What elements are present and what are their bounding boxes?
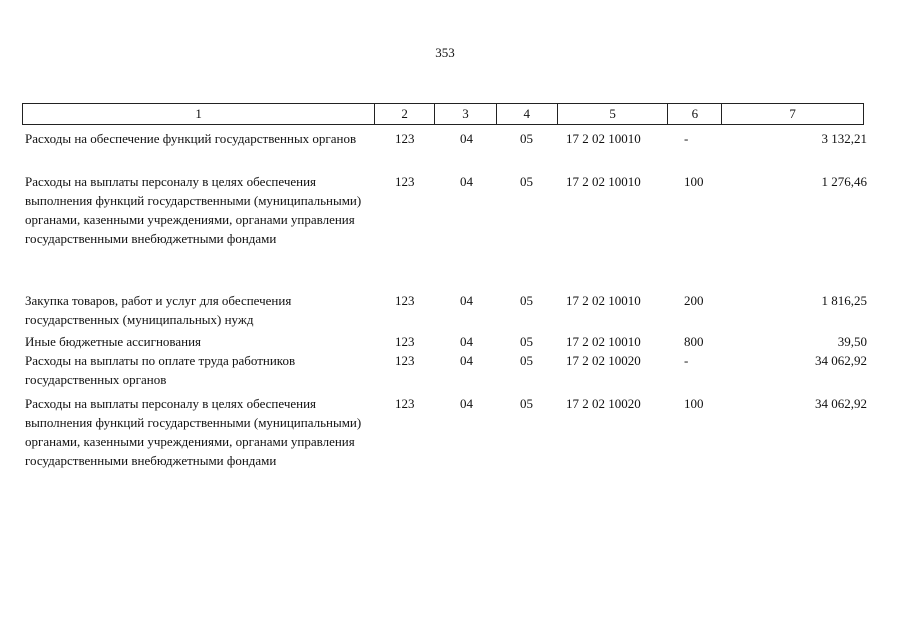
row-name: Расходы на выплаты персоналу в целях обеспечения выполнения функций государственными (муниципальными) органами, казенными учреждениями, органами управления государственными внебюджетными фондами xyxy=(25,396,362,468)
row-code-3: 04 xyxy=(460,174,473,189)
row-code-3: 04 xyxy=(460,334,473,349)
header-cell-2: 2 xyxy=(375,104,435,124)
row-code-4: 05 xyxy=(520,174,533,189)
row-amount: 1 816,25 xyxy=(821,293,867,308)
row-amount: 39,50 xyxy=(837,334,867,349)
row-name: Расходы на выплаты персоналу в целях обеспечения выполнения функций государственными (муниципальными) органами, казенными учреждениями, органами управления государственными внебюджетными фондами xyxy=(25,174,362,246)
row-code-3: 04 xyxy=(460,396,473,411)
row-code-2: 123 xyxy=(395,131,415,146)
row-amount: 3 132,21 xyxy=(821,131,867,146)
row-amount: 34 062,92 xyxy=(815,353,867,368)
row-code-2: 123 xyxy=(395,293,415,308)
row-code-5: 17 2 02 10010 xyxy=(566,174,641,189)
row-name: Расходы на обеспечение функций государственных органов xyxy=(25,131,357,146)
row-code-6: - xyxy=(684,131,689,146)
table-header-row xyxy=(22,103,864,125)
row-code-3: 04 xyxy=(460,353,473,368)
row-name: Закупка товаров, работ и услуг для обеспечения государственных (муниципальных) нужд xyxy=(25,293,292,327)
row-code-4: 05 xyxy=(520,353,533,368)
row-code-2: 123 xyxy=(395,334,415,349)
row-amount: 1 276,46 xyxy=(821,174,867,189)
row-code-5: 17 2 02 10010 xyxy=(566,131,641,146)
header-cell-1: 1 xyxy=(23,104,375,124)
row-code-2: 123 xyxy=(395,174,415,189)
row-code-3: 04 xyxy=(460,131,473,146)
row-code-6: 200 xyxy=(684,293,704,308)
row-code-5: 17 2 02 10020 xyxy=(566,353,641,368)
row-code-6: 100 xyxy=(684,396,704,411)
page-number: 353 xyxy=(435,45,455,60)
header-cell-6: 6 xyxy=(668,104,722,124)
row-amount: 34 062,92 xyxy=(815,396,867,411)
row-name: Расходы на выплаты по оплате труда работников государственных органов xyxy=(25,353,296,387)
row-code-2: 123 xyxy=(395,353,415,368)
row-code-6: - xyxy=(684,353,689,368)
row-code-4: 05 xyxy=(520,293,533,308)
header-cell-3: 3 xyxy=(435,104,497,124)
row-code-6: 800 xyxy=(684,334,704,349)
row-code-4: 05 xyxy=(520,334,533,349)
row-name: Иные бюджетные ассигнования xyxy=(25,334,202,349)
row-code-5: 17 2 02 10020 xyxy=(566,396,641,411)
header-cell-4: 4 xyxy=(497,104,558,124)
row-code-2: 123 xyxy=(395,396,415,411)
row-code-6: 100 xyxy=(684,174,704,189)
header-cell-7: 7 xyxy=(789,106,796,121)
row-code-3: 04 xyxy=(460,293,473,308)
row-code-4: 05 xyxy=(520,396,533,411)
header-cell-5: 5 xyxy=(558,104,669,124)
row-code-4: 05 xyxy=(520,131,533,146)
row-code-5: 17 2 02 10010 xyxy=(566,334,641,349)
row-code-5: 17 2 02 10010 xyxy=(566,293,641,308)
